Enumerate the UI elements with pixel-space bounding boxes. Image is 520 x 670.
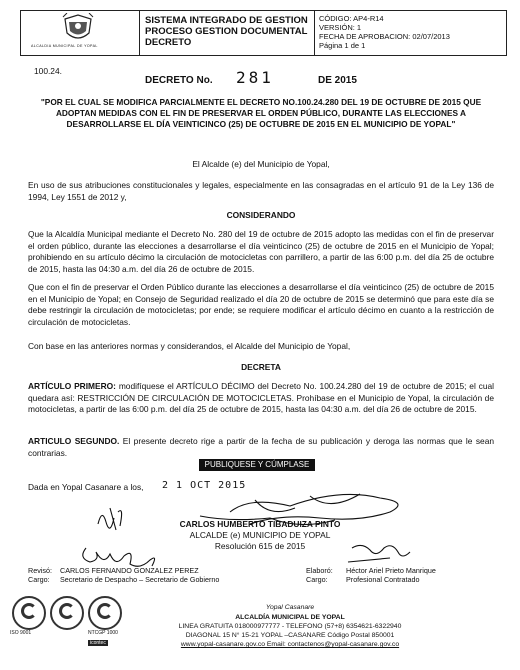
- publish-banner: PUBLIQUESE Y CÚMPLASE: [199, 459, 315, 471]
- considerando-paragraph-3: Con base en las anteriores normas y considerandos, el Alcalde del Municipio de Yopal,: [28, 341, 351, 351]
- municipal-coat-of-arms-icon: [61, 13, 95, 43]
- decree-subject: "POR EL CUAL SE MODIFICA PARCIALMENTE EL DECRETO NO.100.24.280 DEL 19 DE OCTUBRE DE 2015 QUE ADOPTAN MEDIDAS CON EL FIN DE PRESERVAR EL ORDEN PÚBLICO, DURANTE LAS ELECCIONES A DESARROLLARSE EL DÍA VEINTICINCO (25) DE OCTUBRE DE 2015 EN EL MUNICIPIO DE YOPAL": [40, 97, 482, 129]
- reviewed-role: Secretario de Despacho – Secretario de Gobierno: [60, 575, 220, 584]
- reviewed-name: CARLOS FERNANDO GONZALEZ PEREZ: [60, 566, 199, 575]
- iso-certification-icon: [12, 596, 46, 630]
- footer-web-email[interactable]: www.yopal-casanare.gov.co Email: contactenos@yopal-casanare.gov.co: [180, 641, 400, 648]
- decree-year: DE 2015: [318, 75, 357, 86]
- icontec-label: icontec: [90, 640, 106, 646]
- decreta-heading: DECRETA: [241, 362, 281, 372]
- reviewed-label: Revisó:: [28, 566, 52, 575]
- ntcgp-cert-label: NTCGP 1000: [88, 630, 118, 636]
- decree-prefix: DECRETO No.: [145, 75, 213, 86]
- prepared-label: Elaboró:: [306, 566, 333, 575]
- footer-phones: LINEA GRATUITA 018000977777 - TELEFONO (57+8) 6354621-6322940: [178, 623, 402, 630]
- signer-name: CARLOS HUMBERTO TIBADUIZA PINTO: [179, 519, 341, 529]
- footer-entity: ALCALDÍA MUNICIPAL DE YOPAL: [235, 614, 345, 621]
- ntcgp-certification-icon: [88, 596, 122, 630]
- process-line: PROCESO GESTION DOCUMENTAL: [145, 26, 308, 37]
- article-2-label: ARTICULO SEGUNDO.: [28, 436, 120, 446]
- footer-city: Yopal Casanare: [265, 604, 315, 611]
- considerando-paragraph-2: Que con el fin de preservar el Orden Público durante las elecciones a desarrollarse el día veinticinco (25) de octubre de 2015 en el Municipio de Yopal; en Consejo de Seguridad realizado el día 20 de octubre de 2015 se determinó que para este día se debe restringir la circulación de motocicletas; por ende; se requiere modificar el artículo décimo en cuanto a la restricción de circulación de motocicletas.: [28, 282, 494, 327]
- reviewed-role-label: Cargo:: [28, 575, 50, 584]
- document-header: [20, 10, 507, 56]
- system-line: SISTEMA INTEGRADO DE GESTION: [145, 15, 308, 26]
- footer-address: DIAGONAL 15 N° 15-21 YOPAL –CASANARE Código Postal 850001: [185, 632, 395, 639]
- certification-seal-icon: [50, 596, 84, 630]
- prepared-name: Héctor Ariel Prieto Manrique: [346, 566, 436, 575]
- prepared-role-label: Cargo:: [306, 575, 328, 584]
- article-2: [28, 436, 494, 459]
- attributions-paragraph: En uso de sus atribuciones constitucionales y legales, especialmente en las consagradas en el artículo 91 de la Ley 136 de 1994, Ley 1551 de 2012 y,: [28, 180, 494, 202]
- considerando-paragraph-1: Que la Alcaldía Municipal mediante el Decreto No. 280 del 19 de octubre de 2015 adopto las medidas con el fin de preservar el orden público, durante las elecciones a desarrollarse el día veinticinco (25) de octubre de 2015 en el Municipio de Yopal; prohibiendo en su artículo décimo la circulación de motocicletas con parrillero, a partir de las 6:00 p.m. del día 25 de octubre de 2015, hasta las 04:30 a.m. del día 26 de octubre de 2015.: [28, 229, 494, 274]
- article-1: [28, 381, 494, 416]
- prepared-role: Profesional Contratado: [346, 575, 420, 584]
- iso-cert-label: ISO 9001: [10, 630, 32, 636]
- article-1-label: ARTÍCULO PRIMERO:: [28, 381, 116, 391]
- signer-resolution: Resolución 615 de 2015: [214, 541, 306, 551]
- reviewed-block: [28, 566, 219, 584]
- header-metadata: [315, 11, 506, 55]
- article-1-text: modifíquese el ARTÍCULO DÉCIMO del Decreto No. 100.24.280 del 19 de octubre de 2015; el cual quedara así: RESTRICCIÓN DE CIRCULACIÓN DE MOTOCICLETAS. Prohíbase en el Municipio de Yopal, la circulación de motocicletas, a partir de las 6:00 p.m. del día 25 de octubre de 2015, hasta las 04:30 a.m. del día 26 de octubre de 2015.: [28, 381, 495, 414]
- considerando-heading: CONSIDERANDO: [226, 210, 296, 220]
- article-2-text: El presente decreto rige a partir de la fecha de su publicación y deroga las normas que le sean contrarias.: [28, 436, 495, 458]
- decree-number: 281: [236, 68, 274, 87]
- dated-stamp: 2 1 OCT 2015: [162, 480, 247, 491]
- mayor-line: El Alcalde (e) del Municipio de Yopal,: [192, 159, 330, 169]
- type-line: DECRETO: [145, 37, 192, 48]
- dated-prefix: Dada en Yopal Casanare a los,: [28, 482, 144, 492]
- logo-caption: ALCALDIA MUNICIPAL DE YOPAL: [31, 44, 98, 48]
- version: VERSIÓN: 1: [319, 23, 362, 32]
- prepared-block: [306, 566, 436, 584]
- approval-date: FECHA DE APROBACION: 02/07/2013: [319, 32, 450, 41]
- code: CÓDIGO: AP4-R14: [319, 14, 384, 23]
- header-system-title: [139, 11, 315, 55]
- reference-number: 100.24.: [34, 66, 62, 76]
- page-number: Página 1 de 1: [319, 41, 366, 50]
- header-logo-cell: [21, 11, 140, 55]
- signer-title: ALCALDE (e) MUNICIPIO DE YOPAL: [189, 530, 331, 540]
